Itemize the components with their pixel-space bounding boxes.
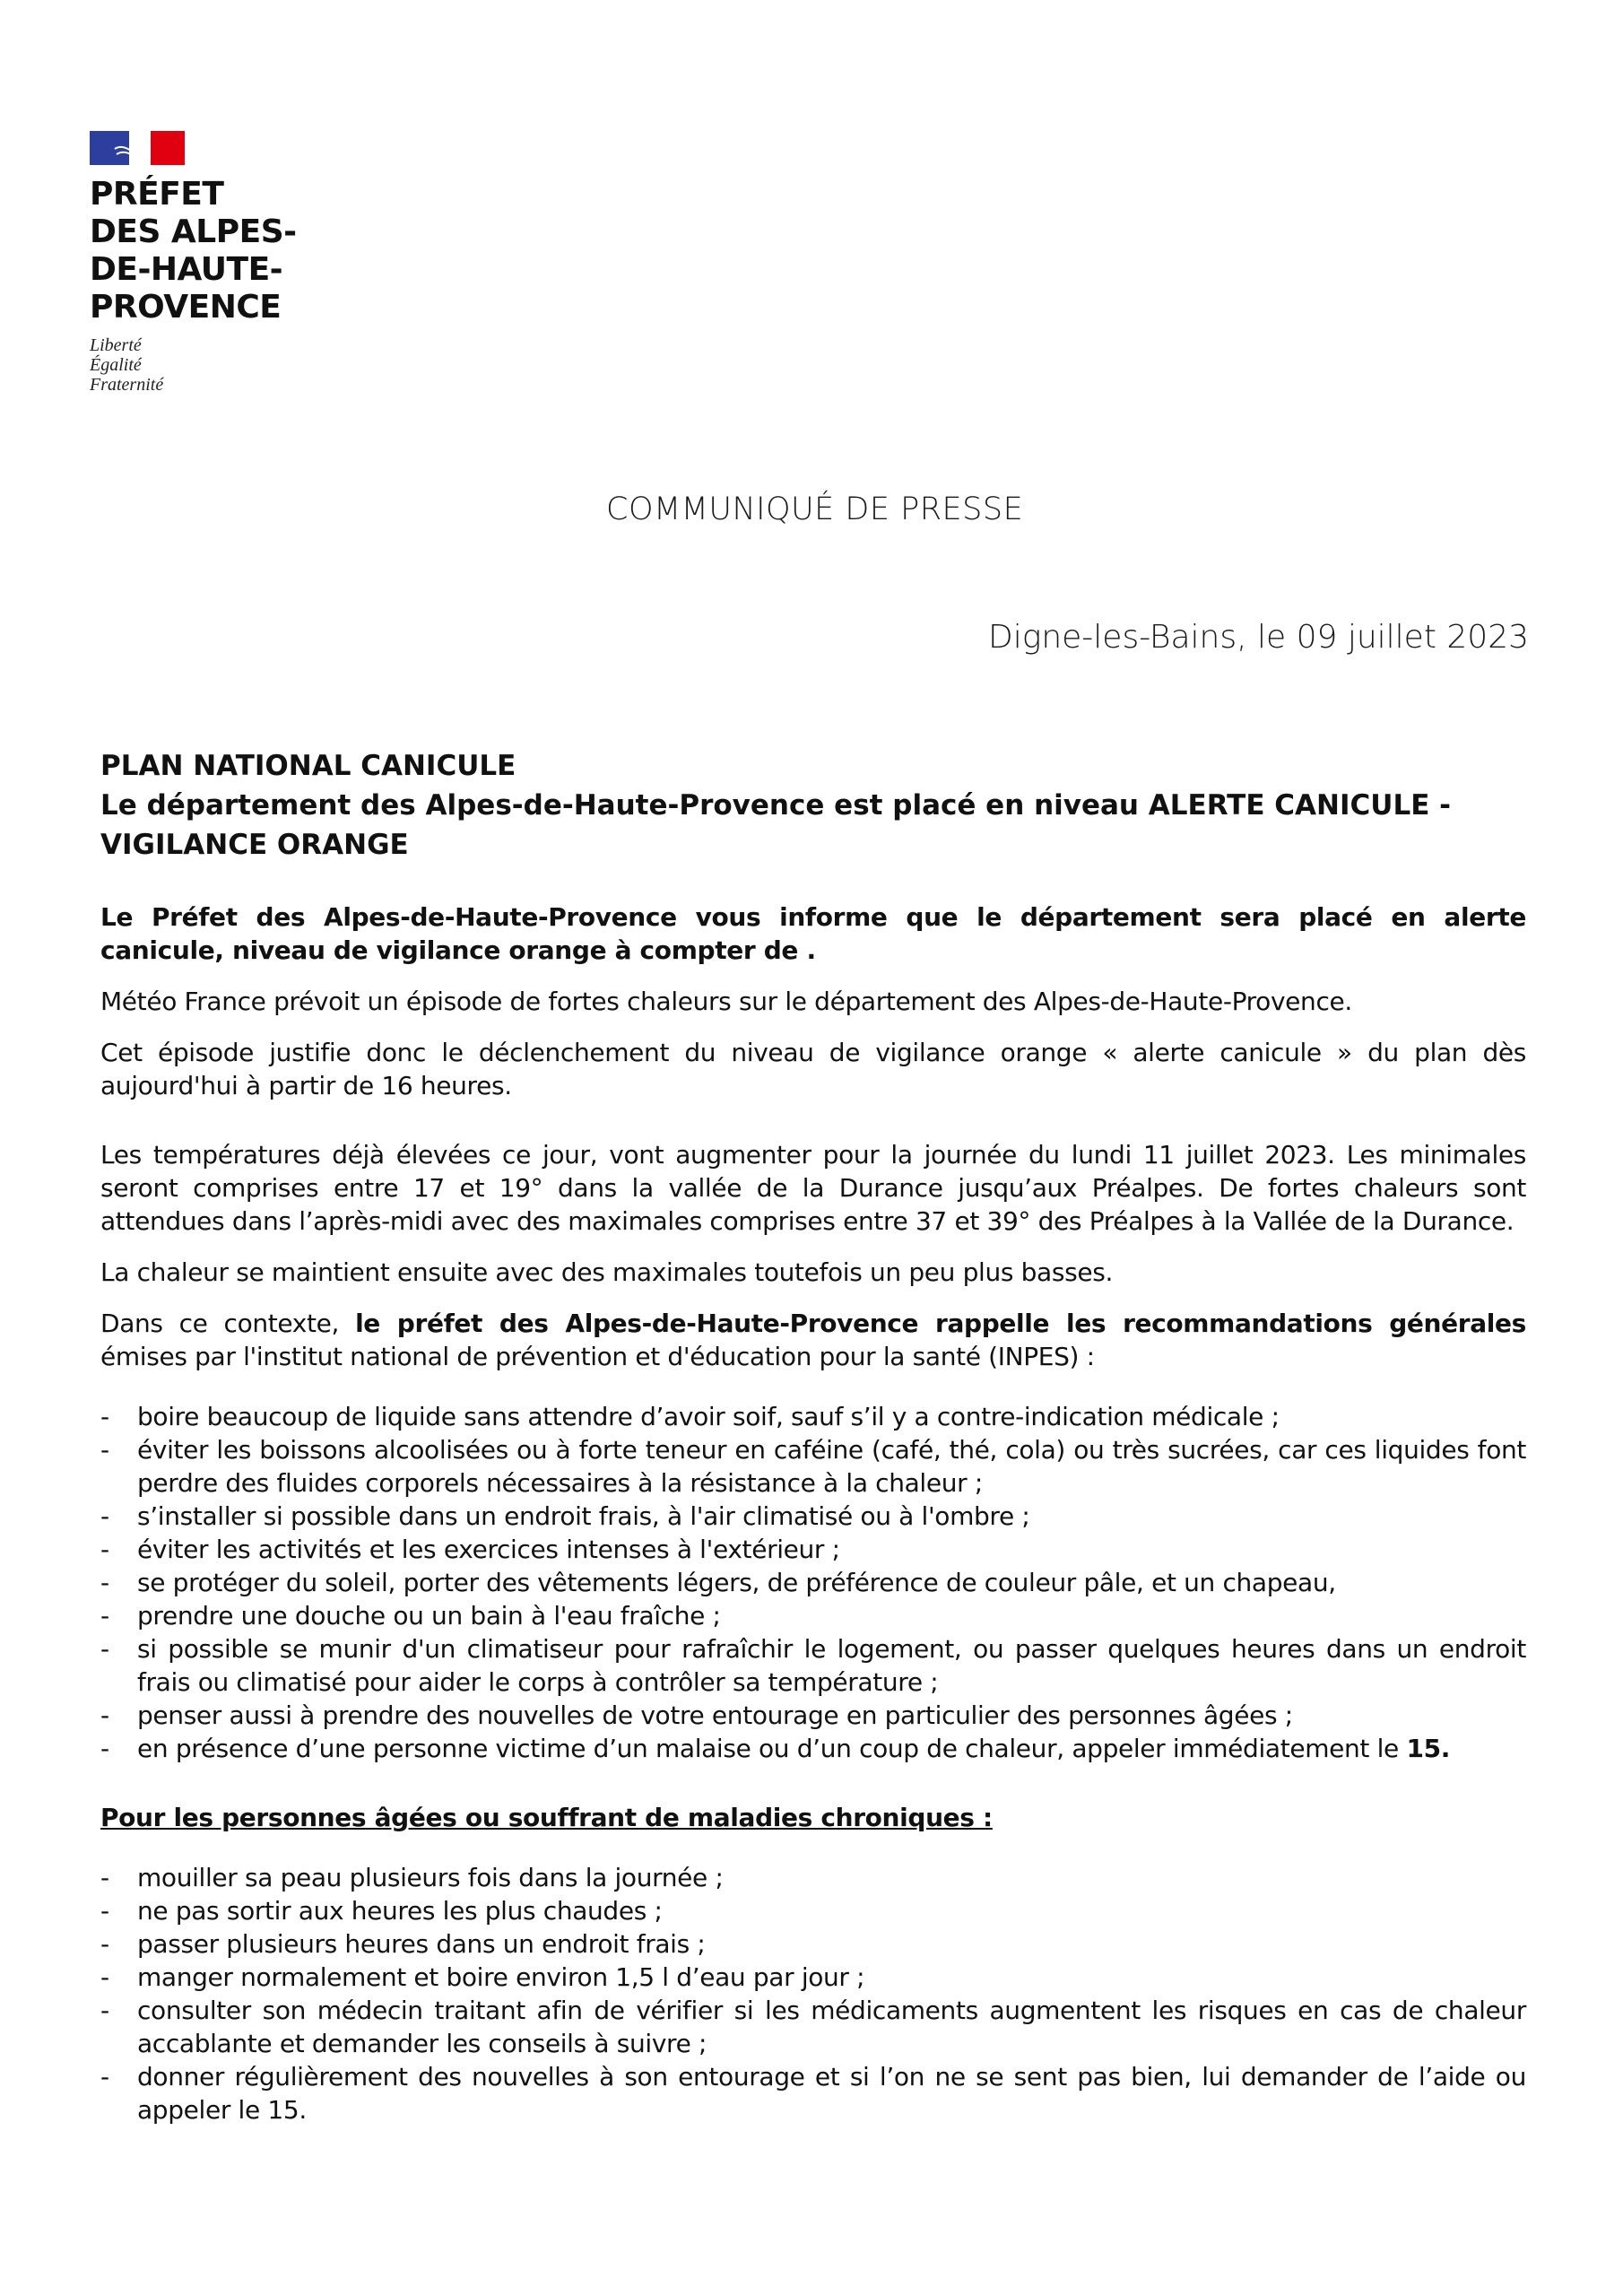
list-item-text: s’installer si possible dans un endroit frais, à l'air climatisé ou à l'ombre ; <box>137 1501 1030 1531</box>
list-item <box>100 1500 1526 1533</box>
context-text-start: Dans ce contexte, <box>100 1309 356 1338</box>
lead-paragraph: Le Préfet des Alpes-de-Haute-Provence vous informe que le département sera placé en alerte canicule, niveau de vigilance orange à compter de . <box>100 902 1526 965</box>
emergency-number: 15. <box>1406 1734 1451 1763</box>
headline-line-1: PLAN NATIONAL CANICULE <box>100 750 516 782</box>
logo-title-line: PRÉFET <box>90 176 224 213</box>
dash-bullet: - <box>100 1402 109 1431</box>
paragraph-meteo: Météo France prévoit un épisode de fortes chaleurs sur le département des Alpes-de-Haute-Provence. <box>100 987 1352 1016</box>
list-item <box>100 1732 1526 1765</box>
list-item <box>100 1994 1526 2060</box>
dash-bullet: - <box>100 1535 109 1564</box>
list-item <box>100 1927 1526 1961</box>
list-item-text: éviter les activités et les exercices intenses à l'extérieur ; <box>137 1535 840 1564</box>
list-item-text: boire beaucoup de liquide sans attendre d’avoir soif, sauf s’il y a contre-indication médicale ; <box>137 1402 1280 1431</box>
list-item-text: se protéger du soleil, porter des vêtements légers, de préférence de couleur pâle, et un chapeau, <box>137 1568 1336 1597</box>
dash-bullet: - <box>100 1700 109 1730</box>
motto-line: Égalité <box>90 355 142 375</box>
logo-title-line: DES ALPES- <box>90 213 297 250</box>
dash-bullet: - <box>100 1896 109 1926</box>
dash-bullet: - <box>100 1435 109 1465</box>
headline <box>100 746 1526 865</box>
list-item <box>100 1400 1526 1433</box>
list-item <box>100 1632 1526 1699</box>
paragraph-context <box>100 1307 1526 1373</box>
motto-line: Fraternité <box>90 375 164 395</box>
paragraph-temperatures: Les températures déjà élevées ce jour, vont augmenter pour la journée du lundi 11 juillet 2023. Les minimales seront comprises entre 17 et 19° dans la vallée de la Durance jusqu’aux Préalpes. De fortes chaleurs sont attendues dans l’après-midi avec des maximales comprises entre 37 et 39° des Préalpes à la Vallée de la Durance. <box>100 1140 1526 1236</box>
headline-line-3: VIGILANCE ORANGE <box>100 829 409 861</box>
headline-line-2: Le département des Alpes-de-Haute-Provence est placé en niveau ALERTE CANICULE - <box>100 789 1452 822</box>
marianne-flag-icon <box>90 131 185 165</box>
context-text-end: émises par l'institut national de prévention et d'éducation pour la santé (INPES) : <box>100 1342 1095 1371</box>
prefecture-logo <box>90 131 305 395</box>
list-item <box>100 1861 1526 1894</box>
list-item-text: mouiller sa peau plusieurs fois dans la journée ; <box>137 1863 724 1892</box>
logo-title <box>90 176 305 326</box>
place-and-date: Digne-les-Bains, le 09 juillet 2023 <box>988 619 1529 656</box>
list-item-text: penser aussi à prendre des nouvelles de votre entourage en particulier des personnes âgées ; <box>137 1700 1293 1730</box>
list-item-text: consulter son médecin traitant afin de vérifier si les médicaments augmentent les risques en cas de chaleur accablante et demander les conseils à suivre ; <box>137 1996 1526 2058</box>
list-item <box>100 1599 1526 1632</box>
dash-bullet: - <box>100 1929 109 1959</box>
dash-bullet: - <box>100 1568 109 1597</box>
list-item-text: ne pas sortir aux heures les plus chaudes ; <box>137 1896 663 1926</box>
vulnerable-recommendations-list <box>100 1861 1526 2126</box>
list-item-text: si possible se munir d'un climatiseur pour rafraîchir le logement, ou passer quelques heures dans un endroit frais ou climatisé pour aider le corps à contrôler sa température ; <box>137 1634 1526 1697</box>
motto-line: Liberté <box>90 335 142 355</box>
dash-bullet: - <box>100 1601 109 1631</box>
logo-title-line: PROVENCE <box>90 289 282 326</box>
paragraph-trigger: Cet épisode justifie donc le déclenchement du niveau de vigilance orange « alerte canicule » du plan dès aujourd'hui à partir de 16 heures. <box>100 1038 1526 1100</box>
list-item <box>100 1961 1526 1994</box>
dash-bullet: - <box>100 2062 109 2092</box>
list-item-text: donner régulièrement des nouvelles à son entourage et si l’on ne se sent pas bien, lui demander de l’aide ou appeler le 15. <box>137 2062 1526 2125</box>
paragraph-outlook: La chaleur se maintient ensuite avec des maximales toutefois un peu plus basses. <box>100 1257 1114 1287</box>
list-item <box>100 1566 1526 1599</box>
document-type-label: COMMUNIQUÉ DE PRESSE <box>606 491 1024 527</box>
list-item-text: éviter les boissons alcoolisées ou à forte teneur en caféine (café, thé, cola) ou très sucrées, car ces liquides font perdre des fluides corporels nécessaires à la résistance à la chaleur ; <box>137 1435 1526 1498</box>
logo-title-line: DE-HAUTE- <box>90 251 283 288</box>
dash-bullet: - <box>100 1634 109 1664</box>
context-text-bold: le préfet des Alpes-de-Haute-Provence rappelle les recommandations générales <box>355 1309 1526 1338</box>
list-item <box>100 1894 1526 1927</box>
republic-motto <box>90 335 305 395</box>
list-item <box>100 1699 1526 1732</box>
press-release-body <box>100 746 1526 2126</box>
dash-bullet: - <box>100 1501 109 1531</box>
list-item-text: passer plusieurs heures dans un endroit frais ; <box>137 1929 706 1959</box>
marianne-profile-icon <box>90 131 185 165</box>
list-item-text: prendre une douche ou un bain à l'eau fraîche ; <box>137 1601 721 1631</box>
list-item <box>100 2060 1526 2126</box>
dash-bullet: - <box>100 1734 109 1763</box>
list-item-text: manger normalement et boire environ 1,5 l d’eau par jour ; <box>137 1962 865 1992</box>
dash-bullet: - <box>100 1863 109 1892</box>
list-item <box>100 1533 1526 1566</box>
list-item <box>100 1433 1526 1500</box>
general-recommendations-list <box>100 1400 1526 1765</box>
dash-bullet: - <box>100 1996 109 2025</box>
list-item-text: en présence d’une personne victime d’un malaise ou d’un coup de chaleur, appeler immédiatement le <box>137 1734 1407 1763</box>
vulnerable-section-heading: Pour les personnes âgées ou souffrant de maladies chroniques : <box>100 1803 993 1832</box>
dash-bullet: - <box>100 1962 109 1992</box>
